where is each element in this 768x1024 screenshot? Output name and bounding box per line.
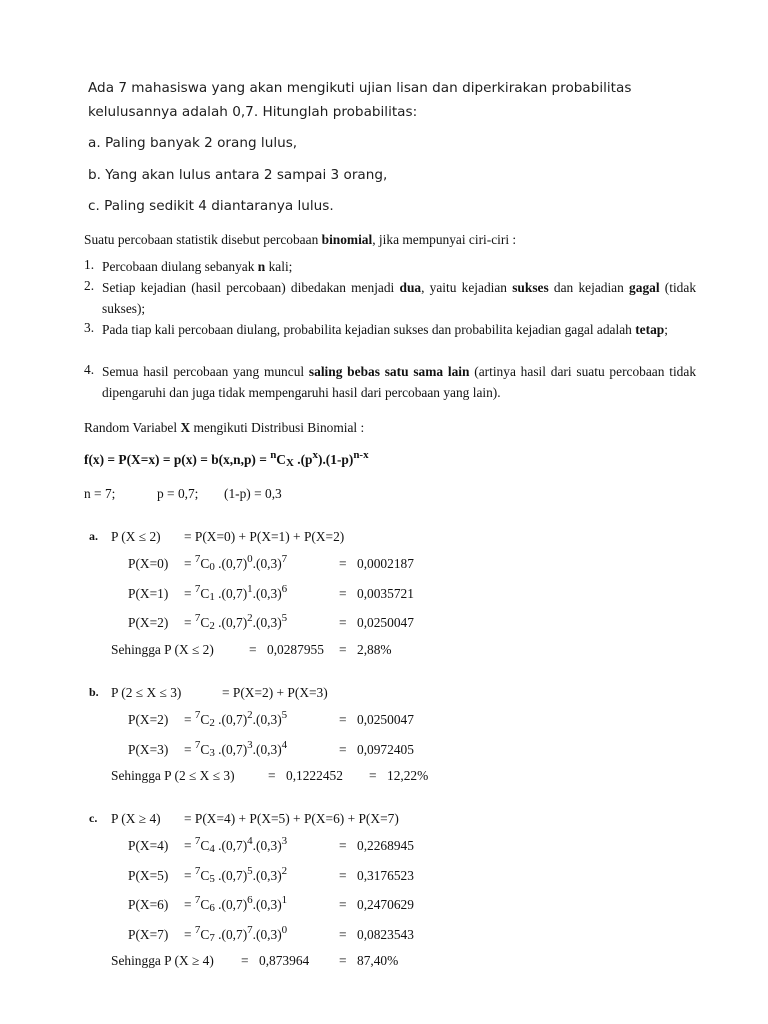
formula-mid2: ).(1-p) [317, 452, 354, 467]
section-heading-right: = P(X=0) + P(X=1) + P(X=2) [184, 529, 345, 544]
expr-c: C [200, 926, 210, 942]
expr-n: 7 [194, 611, 201, 624]
expr-equals: = [184, 615, 195, 630]
expr-c: C [200, 867, 210, 883]
criteria-text-part: kali; [265, 259, 293, 274]
expr-k: 2 [209, 716, 215, 729]
total-label: Sehingga P (2 ≤ X ≤ 3) [111, 768, 235, 783]
criteria-number: 2. [84, 278, 95, 293]
total-pct-equals: = [339, 953, 347, 968]
binomial-formula [84, 448, 369, 469]
prob-row-expression [184, 582, 288, 603]
total-value: 0,1222452 [286, 768, 343, 783]
expr-b: 7 [281, 552, 288, 565]
expr-equals: = [184, 712, 195, 727]
criteria-bold-term: gagal [629, 280, 660, 295]
total-label: Sehingga P (X ≤ 2) [111, 641, 214, 657]
rv-post: mengikuti Distribusi Binomial : [190, 420, 365, 435]
prob-row-equals: = [339, 926, 347, 942]
expr-a: 7 [247, 923, 253, 936]
section-heading-left: P (2 ≤ X ≤ 3) [111, 685, 182, 700]
expr-b: 1 [281, 893, 288, 906]
section-heading-left: P (X ≤ 2) [111, 529, 161, 544]
section-heading-right: = P(X=2) + P(X=3) [222, 685, 328, 700]
expr-b: 0 [281, 923, 288, 936]
prob-row-expression [184, 834, 288, 855]
criteria-item [84, 362, 696, 404]
expr-n: 7 [194, 864, 201, 877]
expr-a: 4 [247, 834, 253, 847]
total-value: 0,873964 [259, 953, 310, 968]
criteria-number: 1. [84, 257, 95, 272]
expr-c: C [200, 585, 210, 601]
section-heading-right: = P(X=4) + P(X=5) + P(X=6) + P(X=7) [184, 811, 399, 826]
criteria-text-part: Setiap kejadian (hasil percobaan) dibedakan menjadi [102, 280, 400, 295]
expr-n: 7 [194, 923, 201, 936]
expr-b: 5 [281, 611, 288, 624]
criteria-text-part: , yaitu kejadian [421, 280, 513, 295]
problem-item-b: b. Yang akan lulus antara 2 sampai 3 orang, [88, 167, 388, 183]
param-n: n = 7; [84, 486, 116, 501]
expr-c: C [200, 556, 210, 571]
expr-c: C [200, 741, 210, 757]
expr-k: 1 [209, 590, 215, 603]
prob-row-result: 0,0002187 [357, 556, 414, 571]
expr-n: 7 [194, 582, 201, 595]
expr-equals: = [184, 585, 195, 601]
prob-row-lhs: P(X=0) [128, 556, 169, 571]
prob-row-lhs: P(X=2) [128, 712, 169, 727]
prob-row-lhs: P(X=1) [128, 585, 169, 601]
expr-k: 0 [209, 560, 215, 573]
prob-row-lhs: P(X=7) [128, 926, 169, 942]
prob-row-lhs: P(X=4) [128, 838, 169, 853]
expr-base2: .(0,3) [252, 897, 282, 912]
prob-row-result: 0,0035721 [357, 585, 414, 601]
formula-c: C [276, 452, 286, 467]
expr-n: 7 [194, 552, 201, 565]
prob-row-result: 0,2470629 [357, 897, 414, 912]
prob-row-equals: = [339, 897, 347, 912]
criteria-bold-term: saling bebas satu sama lain [308, 364, 470, 379]
expr-base2: .(0,3) [252, 712, 282, 727]
expr-a: 3 [247, 738, 253, 751]
expr-base: .(0,7) [214, 838, 248, 853]
prob-row-result: 0,2268945 [357, 838, 414, 853]
rv-pre: Random Variabel [84, 420, 181, 435]
section-label: a. [89, 529, 98, 543]
prob-row-result: 0,0823543 [357, 926, 414, 942]
prob-row-equals: = [339, 615, 347, 630]
expr-n: 7 [194, 708, 201, 721]
intro-pre: Suatu percobaan statistik disebut percobaan [84, 232, 322, 247]
expr-base2: .(0,3) [252, 556, 282, 571]
prob-row-result: 0,0250047 [357, 712, 414, 727]
total-percent: 12,22% [387, 768, 429, 783]
prob-row-expression [184, 708, 288, 729]
expr-b: 6 [281, 582, 288, 595]
criteria-bold-term: tetap [635, 322, 665, 337]
prob-row-lhs: P(X=3) [128, 741, 169, 757]
expr-k: 3 [209, 746, 215, 759]
total-value: 0,0287955 [267, 641, 324, 657]
criteria-text-part: (tidak sukses); [102, 280, 697, 316]
total-pct-equals: = [339, 641, 347, 657]
expr-a: 5 [247, 864, 253, 877]
total-percent: 87,40% [357, 953, 399, 968]
expr-base: .(0,7) [214, 712, 248, 727]
expr-base2: .(0,3) [252, 615, 282, 630]
prob-row-expression [184, 893, 288, 914]
formula-n: n [270, 448, 277, 461]
prob-row-expression [184, 864, 288, 885]
expr-base2: .(0,3) [252, 926, 282, 942]
expr-base: .(0,7) [214, 926, 248, 942]
prob-row-equals: = [339, 556, 347, 571]
rv-bold: X [180, 420, 191, 435]
intro-bold: binomial [321, 232, 373, 247]
criteria-bold-term: sukses [512, 280, 549, 295]
prob-row-expression [184, 552, 288, 573]
expr-a: 0 [247, 552, 253, 565]
prob-row-equals: = [339, 585, 347, 601]
expr-base2: .(0,3) [252, 838, 282, 853]
expr-base: .(0,7) [214, 585, 248, 601]
prob-row-equals: = [339, 741, 347, 757]
criteria-text [102, 320, 696, 341]
expr-equals: = [184, 926, 195, 942]
expr-base: .(0,7) [214, 615, 248, 630]
total-equals: = [241, 953, 249, 968]
expr-b: 2 [281, 864, 288, 877]
prob-row-lhs: P(X=2) [128, 615, 169, 630]
expr-c: C [200, 838, 210, 853]
expr-base: .(0,7) [214, 556, 248, 571]
expr-a: 2 [247, 611, 253, 624]
expr-base: .(0,7) [214, 741, 248, 757]
intro-post: , jika mempunyai ciri-ciri : [372, 232, 517, 247]
prob-row-expression [184, 923, 288, 944]
prob-row-expression [184, 738, 288, 759]
prob-row-equals: = [339, 838, 347, 853]
criteria-item [84, 278, 696, 320]
criteria-text-part: dan kejadian [548, 280, 630, 295]
prob-row-lhs: P(X=5) [128, 867, 169, 883]
prob-row-equals: = [339, 867, 347, 883]
criteria-bold-term: n [257, 259, 266, 274]
formula-x: X [285, 456, 294, 469]
problem-line-2: kelulusannya adalah 0,7. Hitunglah probabilitas: [88, 104, 418, 120]
section-label: b. [89, 685, 99, 699]
expr-n: 7 [194, 738, 201, 751]
expr-base2: .(0,3) [252, 867, 282, 883]
expr-equals: = [184, 867, 195, 883]
prob-row-result: 0,0250047 [357, 615, 414, 630]
criteria-number: 4. [84, 362, 95, 377]
expr-k: 6 [209, 901, 215, 914]
problem-item-a: a. Paling banyak 2 orang lulus, [88, 135, 298, 151]
criteria-text [102, 362, 696, 404]
expr-base: .(0,7) [214, 897, 248, 912]
criteria-text [102, 278, 696, 320]
criteria-number: 3. [84, 320, 95, 335]
intro-sentence [84, 232, 516, 248]
prob-row-expression [184, 611, 288, 632]
total-pct-equals: = [369, 768, 377, 783]
criteria-text [102, 257, 696, 278]
total-percent: 2,88% [357, 641, 392, 657]
expr-a: 1 [247, 582, 253, 595]
criteria-item [84, 257, 696, 278]
problem-line-1: Ada 7 mahasiswa yang akan mengikuti ujian lisan dan diperkirakan probabilitas [88, 80, 632, 96]
criteria-text-part: (artinya hasil dari suatu percobaan tidak dipengaruhi dan juga tidak mempengaruhi hasil dari percobaan yang lain). [102, 364, 697, 400]
expr-base2: .(0,3) [252, 585, 282, 601]
section-label: c. [89, 811, 98, 825]
random-variable-line [84, 420, 364, 436]
expr-n: 7 [194, 834, 201, 847]
expr-b: 3 [281, 834, 288, 847]
expr-b: 5 [281, 708, 288, 721]
expr-k: 5 [209, 872, 215, 885]
total-label: Sehingga P (X ≥ 4) [111, 953, 214, 968]
total-equals: = [268, 768, 276, 783]
expr-equals: = [184, 741, 195, 757]
criteria-text-part: Pada tiap kali percobaan diulang, probabilita kejadian sukses dan probabilita kejadian gagal adalah [102, 322, 636, 337]
expr-equals: = [184, 838, 195, 853]
expr-a: 6 [247, 893, 253, 906]
expr-c: C [200, 897, 210, 912]
expr-k: 7 [209, 931, 215, 944]
criteria-bold-term: dua [399, 280, 422, 295]
expr-equals: = [184, 897, 195, 912]
prob-row-result: 0,0972405 [357, 741, 414, 757]
expr-equals: = [184, 556, 195, 571]
criteria-text-part: ; [664, 322, 668, 337]
formula-xsup: x [312, 448, 318, 461]
expr-base: .(0,7) [214, 867, 248, 883]
section-heading-left: P (X ≥ 4) [111, 811, 161, 826]
param-q: (1-p) = 0,3 [224, 486, 282, 501]
expr-c: C [200, 615, 210, 630]
expr-n: 7 [194, 893, 201, 906]
criteria-item [84, 320, 696, 362]
expr-k: 2 [209, 619, 215, 632]
criteria-text-part: Semua hasil percobaan yang muncul [102, 364, 309, 379]
expr-b: 4 [281, 738, 288, 751]
expr-a: 2 [247, 708, 253, 721]
prob-row-lhs: P(X=6) [128, 897, 169, 912]
total-equals: = [249, 641, 257, 657]
param-p: p = 0,7; [157, 486, 199, 501]
expr-c: C [200, 712, 210, 727]
problem-item-c: c. Paling sedikit 4 diantaranya lulus. [88, 198, 334, 214]
formula-mid: .(p [293, 452, 313, 467]
formula-lhs: f(x) = P(X=x) = p(x) = b(x,n,p) = [84, 452, 271, 467]
prob-row-equals: = [339, 712, 347, 727]
expr-base2: .(0,3) [252, 741, 282, 757]
criteria-text-part: Percobaan diulang sebanyak [102, 259, 258, 274]
prob-row-result: 0,3176523 [357, 867, 414, 883]
formula-exp: n-x [353, 448, 369, 461]
expr-k: 4 [209, 842, 215, 855]
